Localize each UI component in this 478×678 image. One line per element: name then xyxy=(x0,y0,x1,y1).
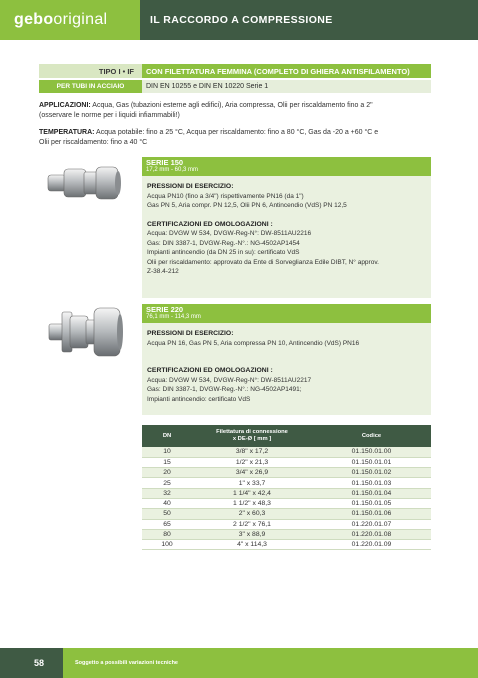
serie-150-body xyxy=(142,176,431,298)
col-header-code: Codice xyxy=(312,425,431,447)
serie-150-cert-line: Impianti antincendio (da DN 25 in su): certificato VdS xyxy=(147,249,300,256)
serie-150-header xyxy=(142,157,431,176)
cell-code: 01.150.01.04 xyxy=(312,488,431,498)
spec-table-body xyxy=(142,447,431,550)
applications-label: APPLICAZIONI: xyxy=(39,102,91,109)
cell-dn: 20 xyxy=(142,468,192,478)
table-row xyxy=(142,540,431,550)
type-label: TIPO I • IF xyxy=(39,64,142,78)
table-row xyxy=(142,519,431,529)
serie-150-pressure-heading: PRESSIONI DI ESERCIZIO: xyxy=(147,183,234,190)
serie-220-pressure-heading: PRESSIONI DI ESERCIZIO: xyxy=(147,330,234,337)
cell-code: 01.220.01.07 xyxy=(312,519,431,529)
serie-220-range: 76,1 mm - 114,3 mm xyxy=(146,314,201,320)
col-header-dn: DN xyxy=(142,425,192,447)
cell-thread: 1" x 33,7 xyxy=(192,478,312,488)
table-row xyxy=(142,457,431,467)
cell-thread: 1/2" x 21,3 xyxy=(192,457,312,467)
serie-150-name: SERIE 150 xyxy=(146,158,184,167)
serie-220-cert-heading: CERTIFICAZIONI ED OMOLOGAZIONI : xyxy=(147,367,273,374)
cell-dn: 15 xyxy=(142,457,192,467)
serie-220-cert-line: Gas: DIN 3387-1, DVGW-Reg.-N°.: NG-4502AP1491; xyxy=(147,386,302,393)
cell-dn: 32 xyxy=(142,488,192,498)
cell-thread: 1 1/2" x 48,3 xyxy=(192,498,312,508)
cell-thread: 3/8" x 17,2 xyxy=(192,447,312,457)
cell-thread: 4" x 114,3 xyxy=(192,540,312,550)
table-row xyxy=(142,468,431,478)
serie-150-cert-line: Gas: DIN 3387-1, DVGW-Reg.-N°.: NG-4502AP1454 xyxy=(147,239,300,247)
type-row xyxy=(39,64,431,78)
cell-dn: 80 xyxy=(142,529,192,539)
table-row xyxy=(142,478,431,488)
page-title: IL RACCORDO A COMPRESSIONE xyxy=(150,14,333,26)
serie-150-range: 17,2 mm - 60,3 mm xyxy=(146,167,199,173)
cell-dn: 65 xyxy=(142,519,192,529)
table-row xyxy=(142,498,431,508)
serie-150-cert-line: Acqua: DVGW W 534, DVGW-Reg-N°: DW-8511AU2216 xyxy=(147,230,312,237)
cell-code: 01.220.01.08 xyxy=(312,529,431,539)
brand-logo xyxy=(14,11,107,29)
cell-code: 01.150.01.03 xyxy=(312,478,431,488)
cell-code: 01.220.01.09 xyxy=(312,540,431,550)
col-header-thread-line1: Filettatura di connessione xyxy=(216,429,288,435)
spec-table xyxy=(142,425,431,550)
serie-150-cert-line: Olii per riscaldamento: approvato da Ente di Sorveglianza Edile DIBT, N° approv. xyxy=(147,258,379,266)
table-row xyxy=(142,488,431,498)
cell-dn: 10 xyxy=(142,447,192,457)
serie-220-header xyxy=(142,304,431,323)
footer-note: Soggetto a possibili variazioni tecniche xyxy=(63,648,478,678)
temperature-paragraph xyxy=(39,128,439,148)
serie-220-name: SERIE 220 xyxy=(146,305,184,314)
temperature-label: TEMPERATURA: xyxy=(39,129,95,136)
cell-thread: 3/4" x 26,9 xyxy=(192,468,312,478)
cell-dn: 100 xyxy=(142,540,192,550)
serie-150-pressure-line: Acqua PN10 (fino a 3/4") rispettivamente PN16 (da 1") xyxy=(147,192,304,200)
col-header-thread xyxy=(192,425,312,447)
serie-220-cert-line: Impianti antincendio: certificato VdS xyxy=(147,395,251,403)
cell-thread: 2 1/2" x 76,1 xyxy=(192,519,312,529)
serie-220-pressure-line: Acqua PN 16, Gas PN 5, Aria compressa PN 10, Antincendio (VdS) PN16 xyxy=(147,339,360,347)
serie-150-pressure-line: Gas PN 5, Aria compr. PN 12,5, Olii PN 6, Antincendio (VdS) PN 12,5 xyxy=(147,202,347,209)
applications-text-2: (osservare le norme per i liquidi infiammabili!) xyxy=(39,112,180,119)
table-header-row xyxy=(142,425,431,447)
cell-code: 01.150.01.06 xyxy=(312,509,431,519)
fitting-photo-serie-150 xyxy=(44,160,124,211)
page-number: 58 xyxy=(0,648,63,678)
norm-row xyxy=(39,80,431,93)
cell-code: 01.150.01.05 xyxy=(312,498,431,508)
temperature-text: Acqua potabile: fino a 25 °C, Acqua per riscaldamento: fino a 80 °C, Gas da -20 a +60 °C e xyxy=(96,129,379,136)
norm-value: DIN EN 10255 e DIN EN 10220 Serie 1 xyxy=(142,80,431,93)
serie-220-cert-line: Acqua: DVGW W 534, DVGW-Reg-N°: DW-8511AU2217 xyxy=(147,376,312,384)
cell-thread: 3" x 88,9 xyxy=(192,529,312,539)
brand-bold: gebo xyxy=(14,11,54,28)
type-value: CON FILETTATURA FEMMINA (COMPLETO DI GHIERA ANTISFILAMENTO) xyxy=(142,64,431,78)
cell-dn: 50 xyxy=(142,509,192,519)
cell-code: 01.150.01.02 xyxy=(312,468,431,478)
applications-paragraph xyxy=(39,101,439,121)
norm-label: PER TUBI IN ACCIAIO xyxy=(39,80,142,93)
cell-thread: 2" x 60,3 xyxy=(192,509,312,519)
applications-text: Acqua, Gas (tubazioni esterne agli edifici), Aria compressa, Olii per riscaldamento fino a 2" xyxy=(92,102,373,109)
fitting-photo-serie-220 xyxy=(44,302,126,367)
serie-150-cert-line: Z-38.4-212 xyxy=(147,268,179,275)
page-header xyxy=(0,0,478,40)
header-title-block xyxy=(140,0,478,40)
cell-dn: 40 xyxy=(142,498,192,508)
cell-code: 01.150.01.00 xyxy=(312,447,431,457)
serie-150-cert-heading: CERTIFICAZIONI ED OMOLOGAZIONI : xyxy=(147,220,273,228)
table-row xyxy=(142,529,431,539)
cell-dn: 25 xyxy=(142,478,192,488)
cell-code: 01.150.01.01 xyxy=(312,457,431,467)
page-footer xyxy=(0,648,478,678)
table-row xyxy=(142,509,431,519)
serie-220-body xyxy=(142,323,431,415)
brand-block xyxy=(0,0,140,40)
cell-thread: 1 1/4" x 42,4 xyxy=(192,488,312,498)
temperature-text-2: Olii per riscaldamento: fino a 40 °C xyxy=(39,139,148,146)
col-header-thread-line2: x DE-Ø [ mm ] xyxy=(232,436,272,442)
table-row xyxy=(142,447,431,457)
brand-light: original xyxy=(53,11,108,28)
